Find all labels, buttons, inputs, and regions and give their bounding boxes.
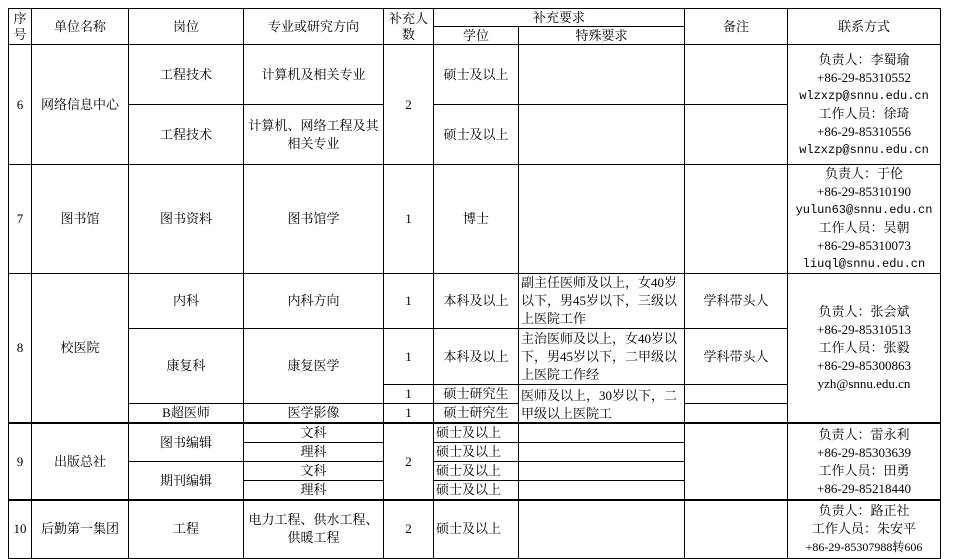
contact-line: 工作人员：徐琦 (818, 105, 910, 121)
unit-cell: 网络信息中心 (32, 45, 129, 165)
contact-cell (788, 500, 941, 558)
contact-email: liuql@snnu.edu.cn (802, 257, 926, 271)
degree-cell: 硕士及以上 (434, 500, 519, 558)
contact-email: wlzxzp@snnu.edu.cn (799, 142, 929, 157)
contact-line: 负责人：李蜀瑜 (818, 51, 910, 67)
post-cell: 期刊编辑 (129, 462, 244, 501)
degree-cell: 硕士及以上 (434, 45, 519, 105)
special-text: 副主任医师及以上，女40岁以下，男45岁以下，三级以上医院工作 (521, 275, 678, 326)
table-row (9, 500, 941, 558)
major-cell: 理科 (244, 443, 384, 462)
special-cell (519, 45, 685, 105)
header-count: 补充人数 (384, 9, 434, 45)
remark-cell (685, 500, 788, 558)
header-major: 专业或研究方向 (244, 9, 384, 45)
special-text: 医师及以上，30岁以下，二甲级以上医院工 (521, 387, 678, 421)
special-cell (519, 385, 685, 424)
count-cell: 1 (384, 329, 434, 385)
contact-line: 负责人：雷永利 (818, 426, 910, 442)
remark-cell (685, 105, 788, 165)
contact-line: +86-29-85310513 (817, 322, 911, 337)
degree-cell: 博士 (434, 165, 519, 274)
contact-cell (788, 45, 941, 165)
special-cell (519, 443, 685, 462)
special-cell (519, 423, 685, 443)
count-cell: 1 (384, 165, 434, 274)
major-cell: 文科 (244, 423, 384, 443)
contact-line: 工作人员：田勇 (818, 462, 910, 478)
contact-line: +86-29-85307988转606 (805, 540, 923, 555)
header-row (9, 9, 941, 27)
header-special: 特殊要求 (519, 27, 685, 45)
contact-line: 工作人员：张毅 (818, 340, 910, 355)
unit-cell: 出版总社 (32, 423, 129, 500)
major-cell: 计算机及相关专业 (244, 45, 384, 105)
contact-line: +86-29-85310556 (817, 123, 911, 139)
unit-cell: 后勤第一集团 (32, 500, 129, 558)
special-cell (519, 462, 685, 481)
major-cell: 图书馆学 (244, 165, 384, 274)
degree-cell: 硕士及以上 (434, 443, 519, 462)
remark-cell (685, 404, 788, 424)
degree-cell: 本科及以上 (434, 329, 519, 385)
count-cell: 2 (384, 45, 434, 165)
major-cell: 文科 (244, 462, 384, 481)
major-cell: 理科 (244, 481, 384, 501)
table-row (9, 165, 941, 274)
contact-line: 工作人员：朱安平 (811, 521, 916, 537)
unit-cell: 校医院 (32, 274, 129, 424)
post-cell: 图书编辑 (129, 423, 244, 462)
major-cell: 计算机、网络工程及其相关专业 (244, 105, 384, 165)
special-cell (519, 481, 685, 501)
special-cell (519, 165, 685, 274)
contact-line: +86-29-85310073 (817, 238, 911, 253)
header-seq: 序号 (9, 9, 32, 45)
recruitment-table (8, 8, 941, 559)
contact-line: 负责人：路正社 (818, 503, 910, 519)
contact-line: +86-29-85300863 (817, 358, 911, 373)
post-cell: 图书资料 (129, 165, 244, 274)
post-cell: 内科 (129, 274, 244, 329)
degree-cell: 硕士及以上 (434, 462, 519, 481)
remark-cell (685, 45, 788, 105)
header-requirements: 补充要求 (434, 9, 685, 27)
seq-cell: 10 (9, 500, 32, 558)
special-cell (519, 274, 685, 329)
seq-cell: 8 (9, 274, 32, 424)
contact-line: +86-29-85310190 (817, 184, 911, 199)
table-row (9, 274, 941, 329)
major-cell: 医学影像 (244, 404, 384, 424)
table-row (9, 45, 941, 105)
count-cell: 2 (384, 500, 434, 558)
contact-email: wlzxzp@snnu.edu.cn (799, 88, 929, 103)
count-cell: 1 (384, 385, 434, 404)
special-text: 主治医师及以上，女40岁以下，男45岁以下，二甲级以上医院工作经 (521, 330, 678, 382)
seq-cell: 9 (9, 423, 32, 500)
header-post: 岗位 (129, 9, 244, 45)
major-cell: 电力工程、供水工程、供暖工程 (244, 500, 384, 558)
degree-cell: 硕士及以上 (434, 105, 519, 165)
special-cell (519, 500, 685, 558)
count-cell: 2 (384, 423, 434, 500)
special-cell (519, 105, 685, 165)
remark-cell (685, 423, 788, 500)
header-unit: 单位名称 (32, 9, 129, 45)
post-cell: 工程技术 (129, 105, 244, 165)
remark-cell: 学科带头人 (685, 329, 788, 385)
degree-cell: 硕士及以上 (434, 481, 519, 501)
count-cell: 1 (384, 274, 434, 329)
degree-cell: 硕士研究生 (434, 404, 519, 424)
contact-line: +86-29-85218440 (817, 480, 911, 496)
contact-cell (788, 423, 941, 500)
contact-email: yulun63@snnu.edu.cn (795, 203, 933, 217)
contact-line: 负责人：于伦 (824, 166, 903, 181)
degree-cell: 硕士研究生 (434, 385, 519, 404)
seq-cell: 7 (9, 165, 32, 274)
remark-cell (685, 165, 788, 274)
contact-email: yzh@snnu.edu.cn (817, 376, 911, 391)
contact-line: +86-29-85303639 (817, 444, 911, 460)
seq-cell: 6 (9, 45, 32, 165)
contact-line: 负责人：张会斌 (818, 304, 910, 319)
header-degree: 学位 (434, 27, 519, 45)
header-remark: 备注 (685, 9, 788, 45)
contact-line: +86-29-85310552 (817, 69, 911, 85)
remark-cell (685, 385, 788, 404)
special-cell (519, 329, 685, 385)
unit-cell: 图书馆 (32, 165, 129, 274)
header-contact: 联系方式 (788, 9, 941, 45)
contact-cell (788, 274, 941, 424)
contact-cell (788, 165, 941, 274)
major-cell: 康复医学 (244, 329, 384, 404)
degree-cell: 硕士及以上 (434, 423, 519, 443)
table-row (9, 423, 941, 443)
post-cell: B超医师 (129, 404, 244, 424)
major-cell: 内科方向 (244, 274, 384, 329)
post-cell: 工程 (129, 500, 244, 558)
remark-cell: 学科带头人 (685, 274, 788, 329)
count-cell: 1 (384, 404, 434, 424)
degree-cell: 本科及以上 (434, 274, 519, 329)
post-cell: 康复科 (129, 329, 244, 404)
post-cell: 工程技术 (129, 45, 244, 105)
contact-line: 工作人员：吴朝 (818, 220, 910, 235)
